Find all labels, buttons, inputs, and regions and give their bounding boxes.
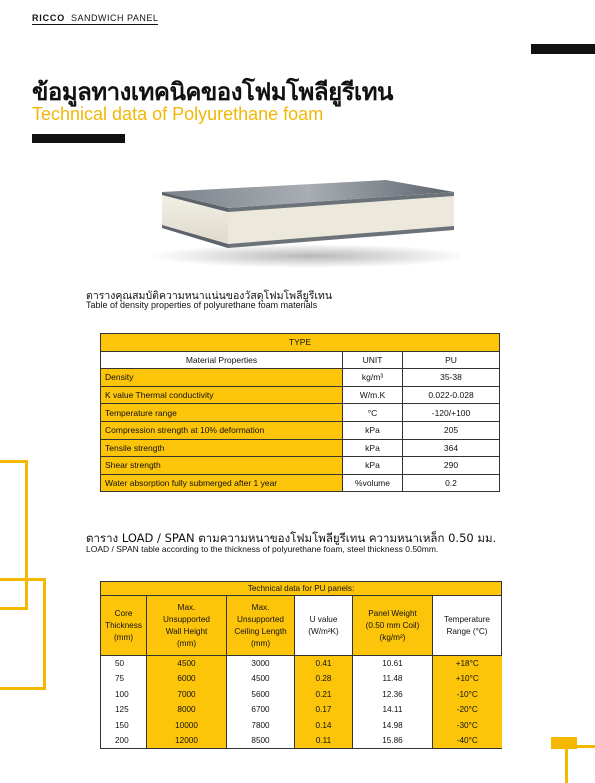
cell-thickness: 100 <box>101 687 147 703</box>
table-row <box>101 404 500 422</box>
cell-temperature: -40°C <box>433 733 502 749</box>
column-header-properties: Material Properties <box>101 351 343 369</box>
property-unit: kg/m³ <box>343 369 403 387</box>
property-name: Tensile strength <box>101 439 343 457</box>
cell-panel-weight: 14.98 <box>353 718 433 734</box>
cell-thickness: 75 <box>101 671 147 687</box>
cell-ceiling-length: 3000 <box>227 656 295 672</box>
cell-temperature: -10°C <box>433 687 502 703</box>
cell-panel-weight: 10.61 <box>353 656 433 672</box>
cell-u-value: 0.11 <box>295 733 353 749</box>
property-value: 0.022-0.028 <box>403 386 500 404</box>
brand-name: RICCO <box>32 13 65 23</box>
density-table-caption: TYPE <box>101 334 500 352</box>
cell-thickness: 150 <box>101 718 147 734</box>
title-underline-bar <box>32 134 125 143</box>
column-header-pu: PU <box>403 351 500 369</box>
cell-wall-height: 8000 <box>147 702 227 718</box>
brand-subtitle: SANDWICH PANEL <box>71 13 159 23</box>
decorative-line-vertical <box>565 745 568 783</box>
property-name: Temperature range <box>101 404 343 422</box>
density-properties-table <box>100 333 500 492</box>
cell-u-value: 0.17 <box>295 702 353 718</box>
table-row <box>101 386 500 404</box>
property-value: 290 <box>403 457 500 475</box>
table-row <box>101 656 502 672</box>
density-heading-english: Table of density properties of polyurethane foam materials <box>86 300 318 310</box>
cell-u-value: 0.41 <box>295 656 353 672</box>
property-unit: kPa <box>343 421 403 439</box>
property-value: 364 <box>403 439 500 457</box>
column-header-wall-height: Max. Unsupported Wall Height (mm) <box>147 596 227 656</box>
sandwich-panel-image <box>140 176 460 268</box>
table-row <box>101 474 500 492</box>
cell-ceiling-length: 4500 <box>227 671 295 687</box>
column-header-u-value: U value (W/m²K) <box>295 596 353 656</box>
density-heading-thai: ตารางคุณสมบัติความหนาแน่นของวัสดุโฟมโพลียูรีเทน <box>86 290 333 302</box>
property-value: -120/+100 <box>403 404 500 422</box>
column-header-ceiling-length: Max. Unsupported Ceiling Length (mm) <box>227 596 295 656</box>
cell-panel-weight: 12.36 <box>353 687 433 703</box>
cell-u-value: 0.21 <box>295 687 353 703</box>
cell-thickness: 50 <box>101 656 147 672</box>
load-span-table <box>100 581 502 749</box>
column-header-temperature: Temperature Range (°C) <box>433 596 502 656</box>
property-unit: W/m.K <box>343 386 403 404</box>
cell-temperature: +18°C <box>433 656 502 672</box>
cell-panel-weight: 11.48 <box>353 671 433 687</box>
brand-label <box>32 13 158 25</box>
property-name: Shear strength <box>101 457 343 475</box>
table-row <box>101 439 500 457</box>
cell-wall-height: 6000 <box>147 671 227 687</box>
decorative-line-horizontal <box>565 745 595 748</box>
property-unit: kPa <box>343 457 403 475</box>
decorative-frame-lower <box>0 578 46 690</box>
cell-ceiling-length: 7800 <box>227 718 295 734</box>
cell-ceiling-length: 8500 <box>227 733 295 749</box>
column-header-panel-weight: Panel Weight (0.50 mm Coil) (kg/m²) <box>353 596 433 656</box>
property-unit: °C <box>343 404 403 422</box>
table-row <box>101 421 500 439</box>
cell-ceiling-length: 5600 <box>227 687 295 703</box>
cell-u-value: 0.14 <box>295 718 353 734</box>
load-span-heading-thai: ตาราง LOAD / SPAN ตามความหนาของโฟมโพลียูรีเทน ความหนาเหล็ก 0.50 มม. <box>86 531 497 545</box>
property-name: Compression strength at 10% deformation <box>101 421 343 439</box>
cell-temperature: +10°C <box>433 671 502 687</box>
cell-temperature: -30°C <box>433 718 502 734</box>
table-row <box>101 733 502 749</box>
table-row <box>101 702 502 718</box>
property-name: K value Thermal conductivity <box>101 386 343 404</box>
table-row <box>101 671 502 687</box>
table-row <box>101 369 500 387</box>
property-value: 205 <box>403 421 500 439</box>
page-title-thai: ข้อมูลทางเทคนิคของโฟมโพลียูรีเทน <box>32 78 393 106</box>
column-header-core-thickness: Core Thickness (mm) <box>101 596 147 656</box>
right-accent-bar <box>531 44 595 54</box>
cell-panel-weight: 15.86 <box>353 733 433 749</box>
table-row <box>101 457 500 475</box>
property-name: Density <box>101 369 343 387</box>
property-value: 0.2 <box>403 474 500 492</box>
load-table-caption: Technical data for PU panels: <box>101 582 502 596</box>
cell-thickness: 200 <box>101 733 147 749</box>
property-name: Water absorption fully submerged after 1 year <box>101 474 343 492</box>
cell-wall-height: 7000 <box>147 687 227 703</box>
property-unit: kPa <box>343 439 403 457</box>
cell-u-value: 0.28 <box>295 671 353 687</box>
cell-wall-height: 12000 <box>147 733 227 749</box>
column-header-unit: UNIT <box>343 351 403 369</box>
table-row <box>101 687 502 703</box>
cell-thickness: 125 <box>101 702 147 718</box>
load-span-heading-english: LOAD / SPAN table according to the thickness of polyurethane foam, steel thickness 0.50mm. <box>86 544 439 554</box>
cell-ceiling-length: 6700 <box>227 702 295 718</box>
property-value: 35-38 <box>403 369 500 387</box>
cell-panel-weight: 14.11 <box>353 702 433 718</box>
cell-wall-height: 4500 <box>147 656 227 672</box>
cell-temperature: -20°C <box>433 702 502 718</box>
property-unit: %volume <box>343 474 403 492</box>
table-row <box>101 718 502 734</box>
page-title-english: Technical data of Polyurethane foam <box>32 104 324 124</box>
cell-wall-height: 10000 <box>147 718 227 734</box>
